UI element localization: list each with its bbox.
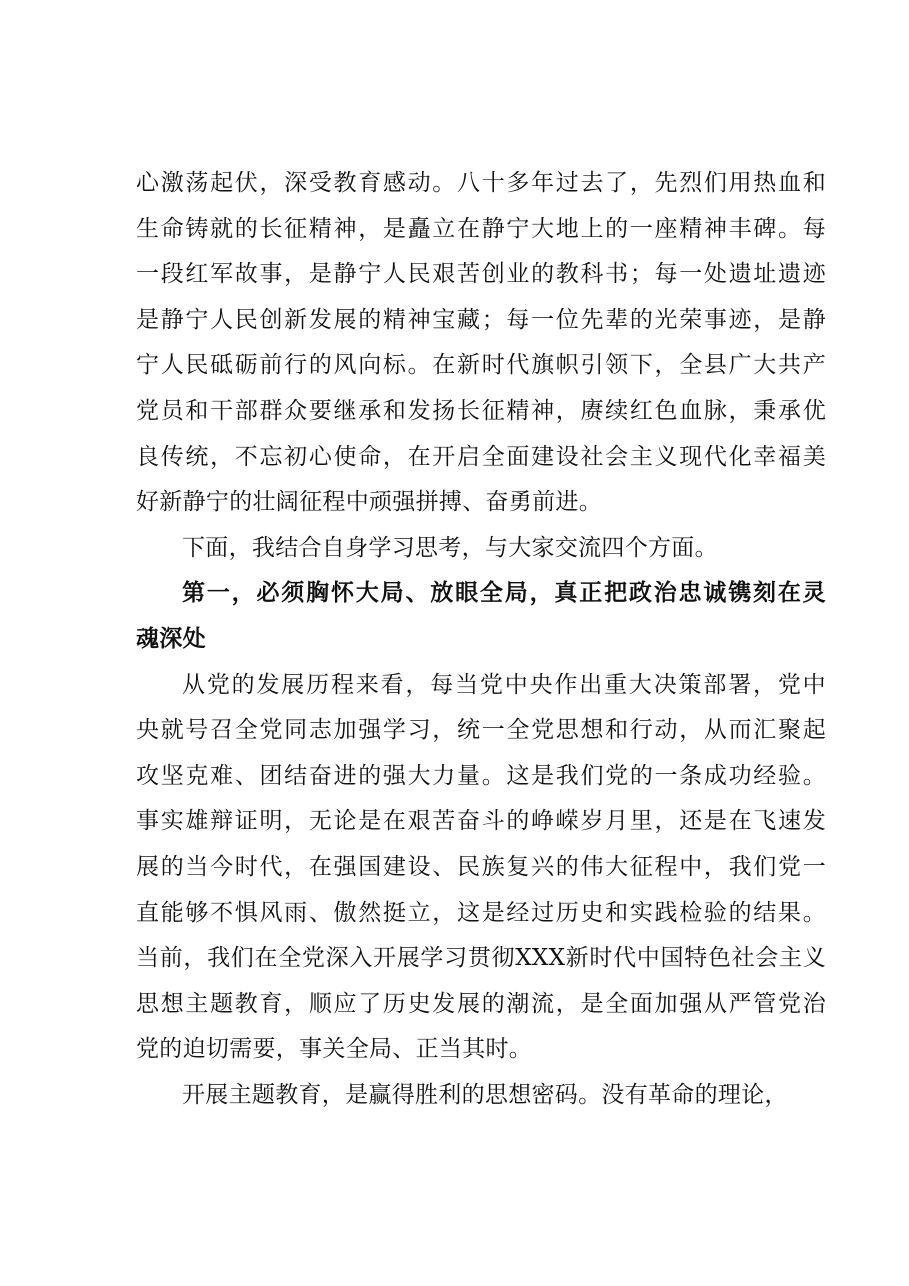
text-line: 生命铸就的长征精神，是矗立在静宁大地上的一座精神丰碑。每 [136, 215, 826, 242]
text-line: 党员和干部群众要继承和发扬长征精神，赓续红色血脉，秉承优 [136, 397, 826, 424]
text-line: 下面，我结合自身学习思考，与大家交流四个方面。 [182, 534, 718, 561]
paragraph-theme-education [136, 1073, 826, 1119]
text-line: 当前，我们在全党深入开展学习贯彻XXX新时代中国特色社会主义 [136, 945, 826, 972]
heading-line: 魂深处 [136, 625, 206, 652]
document-body [136, 161, 826, 1118]
text-line: 从党的发展历程来看，每当党中央作出重大决策部署，党中 [182, 671, 826, 698]
text-line: 展的当今时代，在强国建设、民族复兴的伟大征程中，我们党一 [136, 853, 826, 880]
text-line: 心激荡起伏，深受教育感动。八十多年过去了，先烈们用热血和 [136, 170, 826, 196]
text-line: 央就号召全党同志加强学习，统一全党思想和行动，从而汇聚起 [136, 717, 826, 744]
text-line: 攻坚克难、团结奋进的强大力量。这是我们党的一条成功经验。 [136, 762, 826, 789]
text-line: 直能够不惧风雨、傲然挺立，这是经过历史和实践检验的结果。 [136, 899, 826, 926]
text-line: 是静宁人民创新发展的精神宝藏；每一位先辈的光荣事迹，是静 [136, 306, 826, 333]
paragraph-changzheng-spirit [136, 161, 826, 526]
text-line: 良传统，不忘初心使命，在开启全面建设社会主义现代化幸福美 [136, 443, 826, 470]
paragraph-party-history [136, 663, 826, 1073]
heading-line: 第一，必须胸怀大局、放眼全局，真正把政治忠诚镌刻在灵 [182, 580, 826, 607]
text-line: 思想主题教育，顺应了历史发展的潮流，是全面加强从严管党治 [136, 990, 826, 1017]
text-line: 好新静宁的壮阔征程中顽强拼搏、奋勇前进。 [136, 489, 602, 516]
text-line: 宁人民砥砺前行的风向标。在新时代旗帜引领下，全县广大共产 [136, 352, 826, 379]
section-heading-first [136, 571, 826, 662]
paragraph-intro-four-aspects [136, 526, 826, 572]
text-line: 事实雄辩证明，无论是在艰苦奋斗的峥嵘岁月里，还是在飞速发 [136, 808, 826, 835]
text-line: 党的迫切需要，事关全局、正当其时。 [136, 1036, 533, 1063]
text-line: 一段红军故事，是静宁人民艰苦创业的教科书；每一处遗址遗迹 [136, 261, 826, 288]
text-line: 开展主题教育，是赢得胜利的思想密码。没有革命的理论， [182, 1081, 788, 1108]
